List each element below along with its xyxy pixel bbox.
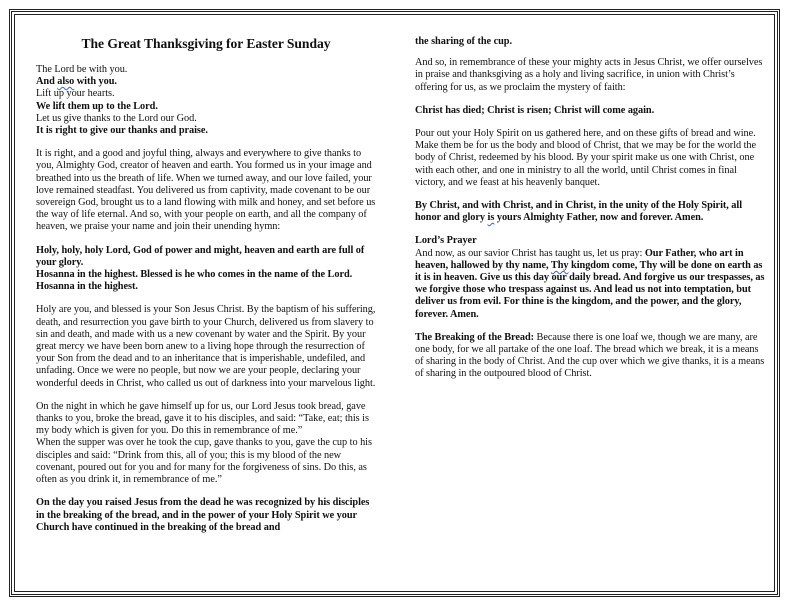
spellcheck-word: is (487, 212, 495, 224)
lords-prayer-heading: Lord’s Prayer (415, 235, 477, 247)
spellcheck-word: Thy (550, 259, 569, 271)
doxology: By Christ, and with Christ, and in Christ, in the unity of the Holy Spirit, all honor and glory is yours Almighty Father, now and forever. Amen. (415, 200, 743, 224)
sanctus: Holy, holy, holy Lord, God of power and might, heaven and earth are full of your glory. Hosanna in the highest. Blessed is he who comes in the name of the Lord. Hosanna in the highest. (36, 244, 365, 293)
dialogue-response: We lift them up to the Lord. (36, 100, 158, 112)
continuation-line: the sharing of the cup. (415, 36, 512, 47)
right-column (415, 36, 765, 392)
spellcheck-word: also (57, 76, 75, 88)
left-column (36, 36, 376, 545)
memorial-acclamation: Christ has died; Christ is risen; Christ will come again. (415, 104, 655, 116)
lords-prayer (415, 235, 765, 320)
institution-narrative: On the night in which he gave himself up for us, our Lord Jesus took bread, gave thanks to you, broke the bread, gave it to his disciples, and said: “Take, eat; this is my body which is given for you. Do this in remembrance of me.” When the supper was over he took the cup, gave thanks to you, gave the cup to his disciples and said: “Drink from this, all of you; this is my blood of the new covenant, poured out for you and for many for the forgiveness of sins. Do this, as often as you drink it, in remembrance of me.” (36, 400, 372, 486)
breaking-heading: The Breaking of the Bread: (415, 331, 535, 343)
opening-dialogue (36, 64, 376, 137)
dialogue-line: The Lord be with you. (36, 64, 128, 75)
page-title: The Great Thanksgiving for Easter Sunday (81, 36, 331, 51)
breaking-of-bread: The Breaking of the Bread: Because there is one loaf we, though we are many, are one body, for we all partake of the one loaf. The bread which we break, it is a means of sharing in the body of Christ. And the cup over which we give thanks, it is a means of sharing in the outpoured blood of Christ. (415, 331, 765, 380)
dialogue-line: Lift up your hearts. (36, 88, 115, 100)
preface-paragraph: It is right, and a good and joyful thing, always and everywhere to give thanks to you, Almighty God, creator of heaven and earth. You formed us in your image and breathed into us the breath of life. When we turned away, and our love failed, your love remained steadfast. You delivered us from captivity, made covenant to be our sovereign God, brought us to a land flowing with milk and honey, and set before us the way of life eternal. And so, with your people on earth, and all the company of heaven, we praise your name and join their unending hymn: (36, 148, 376, 233)
anamnesis-paragraph: And so, in remembrance of these your mighty acts in Jesus Christ, we offer ourselves in praise and thanksgiving as a holy and living sacrifice, in union with Christ’s offering for us, as we proclaim the mystery of faith: (415, 57, 763, 93)
emmaus-paragraph: On the day you raised Jesus from the dead he was recognized by his disciples in the breaking of the bread, and in the power of your Holy Spirit we your Church have continued in the breaking of the bread and (36, 497, 370, 533)
dialogue-line: Let us give thanks to the Lord our God. (36, 112, 197, 124)
dialogue-response: And also with you. (36, 76, 117, 88)
lords-prayer-intro: And now, as our savior Christ has taught us, let us pray: (415, 247, 645, 259)
lords-prayer-text: Our Father, who art in heaven, hallowed by thy name, Thy kingdom come, Thy will be done on earth as it is in heaven. Give us this day our daily bread. And forgive us our trespasses, as we forgive those who trespass against us. And lead us not into temptation, but deliver us from evil. For thine is the kingdom, and the power, and the glory, forever. Amen. (415, 247, 765, 320)
post-sanctus-paragraph: Holy are you, and blessed is your Son Jesus Christ. By the baptism of his suffering, death, and resurrection you gave birth to your Church, delivered us from slavery to sin and death, and made with us a new covenant by water and the Spirit. By your great mercy we have been born anew to a living hope through the resurrection of your Son from the dead and to an inheritance that is imperishable, undefiled, and unfading. Once we were no people, but now we are your people, declaring your wonderful deeds in Christ, who called us out of darkness into your marvelous light. (36, 304, 376, 389)
epiclesis-paragraph: Pour out your Holy Spirit on us gathered here, and on these gifts of bread and wine. Make them be for us the body and blood of Christ, that we may be for the world the body of Christ, redeemed by his blood. By your spirit make us one with Christ, one with each other, and one in ministry to all the world, until Christ comes in final victory, and we feast at his heavenly banquet. (415, 128, 757, 188)
dialogue-response: It is right to give our thanks and praise. (36, 125, 208, 137)
